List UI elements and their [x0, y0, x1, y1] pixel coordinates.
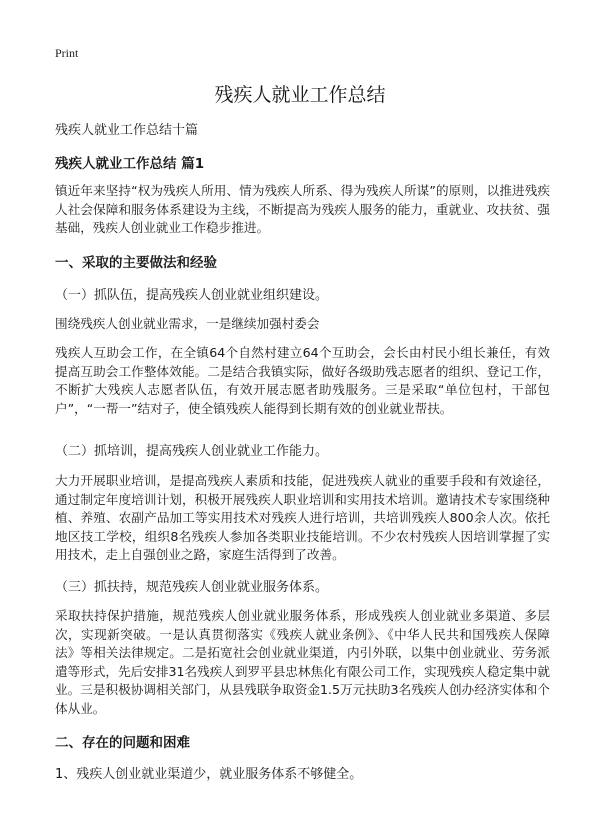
paragraph-3: 采取扶持保护措施，规范残疾人创业就业服务体系，形成残疾人创业就业多渠道、多层次，实现新突破。一是认真贯彻落实《残疾人就业条例》、《中华人民共和国残疾人保障法》等相关法律规定。二是拓宽社会创业就业渠道，内引外联，以集中创业就业、劳务派遣等形式，先后安排31名残疾人到罗平县忠林焦化有限公司工作，实现残疾人稳定集中就业。三是积极协调相关部门，从县残联争取资金1.5万元扶助3名残疾人创办经济实体和个体从业。	[55, 608, 550, 716]
section-heading-2: 二、存在的问题和困难	[55, 735, 190, 751]
paragraph-2: 大力开展职业培训，是提高残疾人素质和技能，促进残疾人就业的重要手段和有效途径，通过制定年度培训计划，积极开展残疾人职业培训和实用技术培训。邀请技术专家围绕种植、养殖、农副产品加工等实用技术对残疾人进行培训，共培训残疾人800余人次。依托地区技工学校，组织8名残疾人参加各类职业技能培训。不少农村残疾人因培训掌握了实用技术，走上自强创业之路，家庭生活得到了改善。	[55, 473, 550, 562]
paragraph-1a: 围绕残疾人创业就业需求，一是继续加强村委会	[55, 316, 320, 331]
list-item-1: 1、残疾人创业就业渠道少，就业服务体系不够健全。	[55, 767, 363, 782]
article-heading: 残疾人就业工作总结 篇1	[55, 156, 205, 172]
subsection-heading-1: （一）抓队伍，提高残疾人创业就业组织建设。	[55, 288, 329, 303]
intro-paragraph: 镇近年来坚持“权为残疾人所用、情为残疾人所系、得为残疾人所谋”的原则，以推进残疾人社会保障和服务体系建设为主线，不断提高为残疾人服务的能力，重就业、攻扶贫、强基础，残疾人创业就业工作稳步推进。	[55, 183, 550, 235]
subsection-heading-3: （三）抓扶持，规范残疾人创业就业服务体系。	[55, 580, 329, 595]
paragraph-1b: 残疾人互助会工作，在全镇64个自然村建立64个互助会，会长由村民小组长兼任，有效提高互助会工作整体效能。二是结合我镇实际，做好各级助残志愿者的组织、登记工作，不断扩大残疾人志愿者队伍，有效开展志愿者助残服务。三是采取“单位包村，干部包户”，“一帮一”结对子，使全镇残疾人能得到长期有效的创业就业帮扶。	[55, 345, 550, 416]
page-title: 残疾人就业工作总结	[214, 84, 386, 106]
section-heading-1: 一、采取的主要做法和经验	[55, 255, 217, 271]
subtitle: 残疾人就业工作总结十篇	[55, 123, 199, 138]
print-link[interactable]: Print	[55, 46, 79, 60]
subsection-heading-2: （二）抓培训，提高残疾人创业就业工作能力。	[55, 444, 329, 459]
